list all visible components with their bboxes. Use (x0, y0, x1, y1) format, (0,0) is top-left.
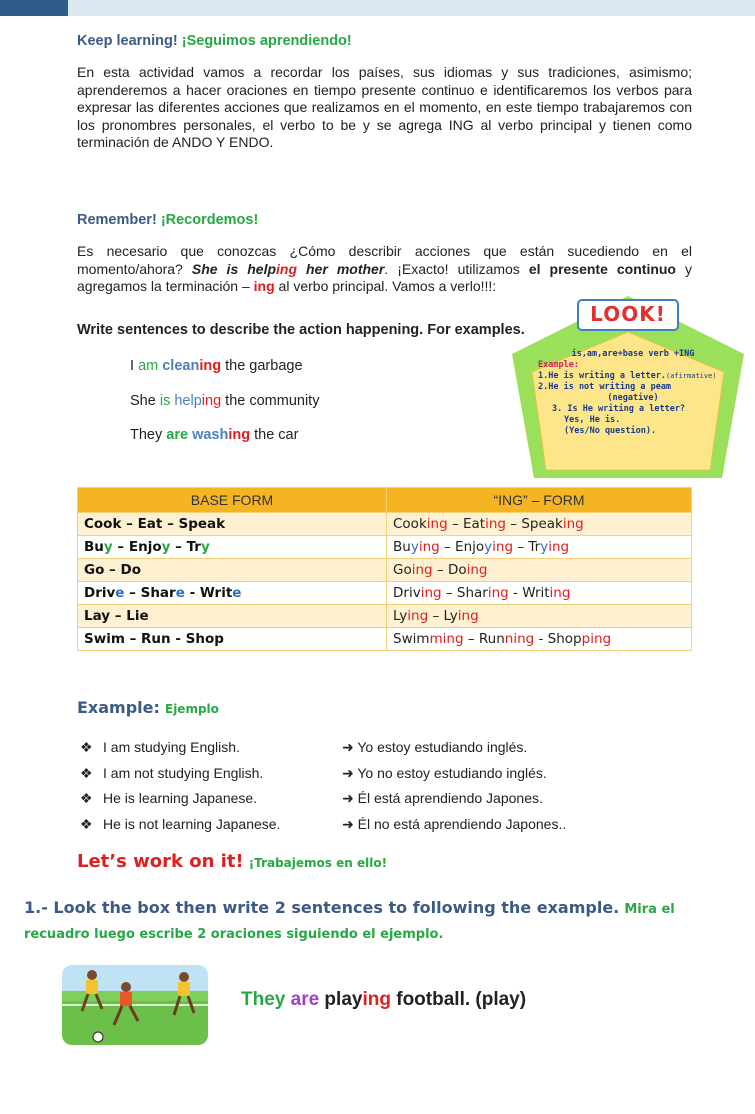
ing-form-cell: Driving – Sharing - Writing (387, 582, 692, 605)
intro-paragraph: En esta actividad vamos a recordar los países, sus idiomas y sus tradiciones, asimismo; aprenderemos a hacer oraciones en tiempo presente continuo e identificaremos los verbos para expresar las diferentes acciones que realizamos en el momento, en este tiempo trabajaremos con los pronombres personales, el verbo to be y se agrega ING al verbo principal y tienen como terminación de ANDO Y ENDO. (77, 64, 692, 150)
base-form-cell: Drive – Share - Write (78, 582, 387, 605)
ing-form-cell: Going – Doing (387, 559, 692, 582)
table-row (78, 582, 692, 605)
base-form-cell: Swim – Run - Shop (78, 628, 387, 651)
base-form-cell: Cook – Eat – Speak (78, 513, 387, 536)
ing-form-cell: Buying – Enjoying – Trying (387, 536, 692, 559)
work-heading: Let’s work on it! ¡Trabajemos en ello! (77, 851, 388, 872)
ing-form-cell: Lying – Lying (387, 605, 692, 628)
bullet-icon: ❖ (80, 815, 93, 832)
remember-heading (77, 212, 258, 228)
intro-heading-en: Keep learning! (77, 33, 178, 49)
table-row (78, 559, 692, 582)
example-sentence-1: I am cleaning the garbage (130, 358, 303, 374)
task-instruction: 1.- Look the box then write 2 sentences to following the example. Mira el recuadro luego escribe 2 oraciones siguiendo el ejemplo. (24, 898, 675, 942)
example-spanish: ➜ Yo no estoy estudiando inglés. (342, 764, 547, 781)
look-line-5: (Yes/No question). (564, 426, 657, 436)
remember-paragraph: Es necesario que conozcas ¿Cómo describir acciones que están sucediendo en el momento/ahora? She is helping her mother. ¡Exacto! utilizamos el presente continuo y agregamos la terminación – ing al verbo principal. Vamos a verlo!!!: (77, 243, 693, 294)
table-header (78, 488, 692, 513)
example-english: I am studying English. (103, 739, 240, 755)
base-form-cell: Go – Do (78, 559, 387, 582)
football-players-image (62, 965, 208, 1045)
example-english: He is not learning Japanese. (103, 815, 281, 832)
table-row (78, 605, 692, 628)
example-english: I am not studying English. (103, 764, 264, 781)
ing-form-cell: Cooking – Eating – Speaking (387, 513, 692, 536)
table-row (78, 628, 692, 651)
top-banner (0, 0, 755, 16)
look-line-1: 1.He is writing a letter.(afirmative) (538, 371, 717, 381)
look-line-2: 2.He is not writing a peam (538, 382, 672, 392)
base-form-cell: Buy – Enjoy – Try (78, 536, 387, 559)
instruction: Write sentences to describe the action happening. For examples. (77, 322, 525, 338)
bullet-icon: ❖ (80, 764, 93, 781)
look-formula: is,am,are+base verb +ING (571, 349, 695, 359)
remember-heading-en: Remember! (77, 212, 157, 228)
bullet-icon: ❖ (80, 790, 93, 806)
bullet-icon: ❖ (80, 739, 93, 755)
table-row (78, 536, 692, 559)
table-row (78, 513, 692, 536)
example-sentence-3: They are washing the car (130, 427, 299, 443)
base-form-cell: Lay – Lie (78, 605, 387, 628)
example-spanish: ➜ Él está aprendiendo Japones. (342, 790, 543, 806)
verb-table (77, 487, 692, 651)
look-line-3: 3. Is He writing a letter? (552, 404, 686, 414)
intro-heading (77, 33, 352, 49)
example-spanish: ➜ Él no está aprendiendo Japones.. (342, 815, 567, 832)
look-example-label: Example: (538, 360, 579, 370)
ing-form-cell: Swimming – Running - Shopping (387, 628, 692, 651)
example-sentence-2: She is helping the community (130, 393, 320, 409)
football-illustration (62, 965, 208, 1045)
look-content (538, 349, 728, 437)
look-title: LOOK! (590, 302, 666, 326)
example-heading: Example: Ejemplo (77, 698, 219, 717)
example-english: He is learning Japanese. (103, 790, 258, 806)
header-ing-form: “ING” – FORM (387, 488, 692, 513)
look-line-4: Yes, He is. (564, 415, 621, 425)
look-line-2-note: (negative) (607, 393, 659, 403)
example-spanish: ➜ Yo estoy estudiando inglés. (342, 739, 528, 755)
football-sentence: They are playing football. (play) (241, 989, 527, 1010)
top-banner-accent (0, 0, 68, 16)
header-base-form: BASE FORM (78, 488, 387, 513)
look-box (508, 292, 748, 482)
intro-heading-es: ¡Seguimos aprendiendo! (181, 33, 352, 49)
remember-heading-es: ¡Recordemos! (160, 212, 259, 228)
